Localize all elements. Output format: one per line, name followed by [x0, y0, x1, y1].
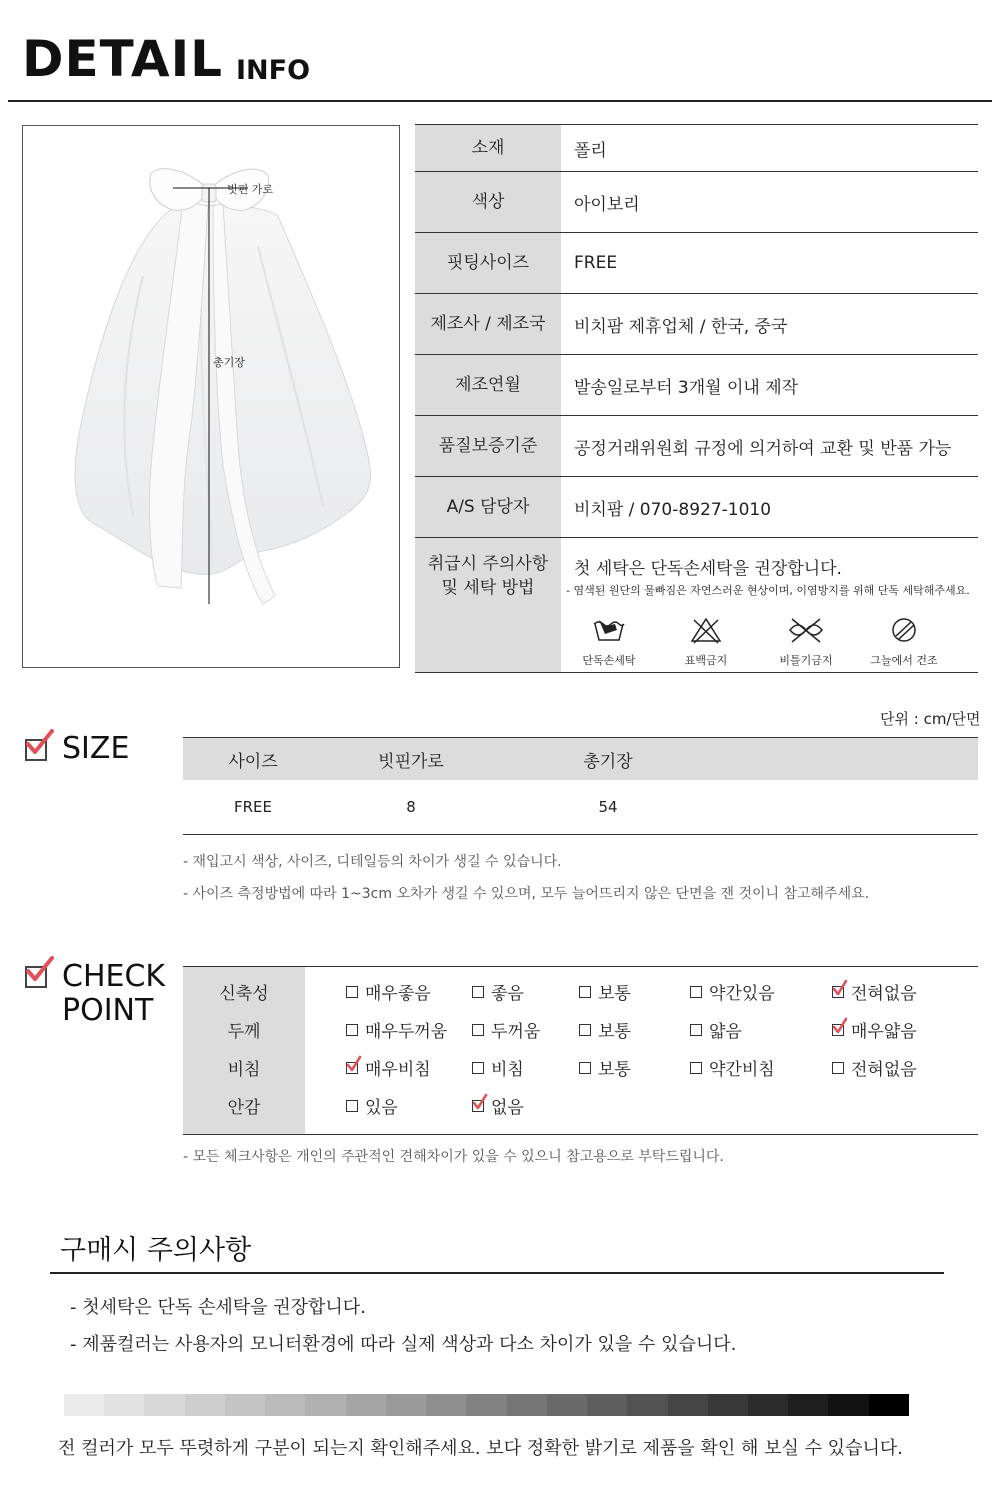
- checkpoint-option: [472, 1093, 524, 1118]
- checkbox-icon: [690, 1062, 702, 1074]
- checked-box-icon: [472, 1100, 484, 1112]
- checkpoint-option-label: 얇음: [709, 1022, 742, 1042]
- checkbox-icon: [690, 986, 702, 998]
- checkpoint-option: [832, 1055, 917, 1080]
- caution-item: - 첫세탁은 단독 손세탁을 권장합니다.: [70, 1297, 366, 1318]
- product-info-table: [415, 124, 978, 673]
- checkpoint-key: 신축성: [219, 984, 269, 1004]
- care-hand-wash: [564, 616, 654, 668]
- checkpoint-option: [346, 979, 431, 1004]
- checkbox-icon: [472, 986, 484, 998]
- checkpoint-option-label: 없음: [491, 1098, 524, 1118]
- info-row-care: [415, 537, 978, 673]
- checkbox-icon: [690, 1024, 702, 1036]
- size-table-row: [183, 780, 978, 835]
- checkpoint-option-label: 보통: [598, 1022, 631, 1042]
- checkbox-icon: [579, 986, 591, 998]
- checkpoint-option: [690, 979, 775, 1004]
- checkpoint-option-label: 약간비침: [709, 1060, 775, 1080]
- checked-box-icon: [832, 986, 844, 998]
- care-instructions: [561, 538, 978, 672]
- care-no-bleach: [661, 616, 751, 668]
- care-shade-dry: [859, 616, 949, 668]
- care-note: - 염색된 원단의 물빠짐은 자연스러운 현상이며, 이염방지를 위해 단독 세탁해주세요.: [566, 584, 970, 597]
- checkpoint-option: [472, 1017, 540, 1042]
- gray-swatch: [185, 1394, 225, 1416]
- info-row-color: [415, 171, 978, 232]
- gray-swatch: [507, 1394, 547, 1416]
- checkpoint-option-label: 두꺼움: [491, 1022, 541, 1042]
- size-table: [183, 737, 978, 835]
- checkpoint-key: 안감: [227, 1098, 261, 1118]
- gray-swatch: [748, 1394, 788, 1416]
- checkpoint-option: [346, 1017, 447, 1042]
- info-value: 폴리: [574, 140, 607, 161]
- caution-item: - 제품컬러는 사용자의 모니터환경에 따라 실제 색상과 다소 차이가 있을 수 있습니다.: [70, 1334, 737, 1355]
- checkpoint-option-label: 전혀없음: [851, 1060, 917, 1080]
- info-row-fitting-size: [415, 232, 978, 293]
- checkpoint-option-label: 보통: [598, 984, 631, 1004]
- gray-swatch: [386, 1394, 426, 1416]
- shade-dry-icon: [886, 616, 922, 644]
- size-check-icon: [25, 739, 47, 761]
- checkbox-icon: [472, 1062, 484, 1074]
- checkpoint-option-label: 있음: [365, 1098, 398, 1118]
- info-key: 핏팅사이즈: [415, 233, 561, 293]
- width-measure-label: 빗핀 가로: [227, 183, 274, 196]
- checkpoint-option: [579, 979, 631, 1004]
- gray-swatch: [587, 1394, 627, 1416]
- info-row-quality-guarantee: [415, 415, 978, 476]
- care-icon-label: 비틀기금지: [779, 654, 833, 667]
- gray-swatch: [64, 1394, 104, 1416]
- care-icon-label: 단독손세탁: [582, 654, 636, 667]
- checkbox-icon: [579, 1024, 591, 1036]
- checkpoint-option: [690, 1055, 775, 1080]
- checkpoint-keys: [183, 967, 305, 1134]
- checkpoint-table: [183, 966, 978, 1135]
- no-bleach-icon: [688, 616, 724, 644]
- gray-swatch: [828, 1394, 868, 1416]
- care-icon-label: 그늘에서 건조: [870, 654, 938, 667]
- info-key: A/S 담당자: [415, 477, 561, 537]
- checkpoint-option-label: 비침: [491, 1060, 524, 1080]
- gray-swatch: [144, 1394, 184, 1416]
- checkpoint-option: [832, 979, 917, 1004]
- gray-swatch: [869, 1394, 909, 1416]
- info-value: 발송일로부터 3개월 이내 제작: [574, 377, 799, 398]
- header-divider: [8, 100, 992, 102]
- info-value: 아이보리: [574, 194, 640, 215]
- page-subtitle: INFO: [236, 55, 311, 86]
- checkpoint-option-label: 매우얇음: [851, 1022, 917, 1042]
- size-col-header: 빗핀가로: [378, 751, 444, 772]
- grayscale-text: 전 컬러가 모두 뚜렷하게 구분이 되는지 확인해주세요. 보다 정확한 밝기로 제품을 확인 해 보실 수 있습니다.: [58, 1438, 903, 1459]
- gray-swatch: [346, 1394, 386, 1416]
- checkpoint-option: [690, 1017, 742, 1042]
- size-note: - 사이즈 측정방법에 따라 1~3cm 오차가 생길 수 있으며, 모두 늘어뜨리지 않은 단면을 잰 것이니 참고해주세요.: [183, 886, 870, 902]
- gray-swatch: [104, 1394, 144, 1416]
- gray-swatch: [708, 1394, 748, 1416]
- gray-swatch: [788, 1394, 828, 1416]
- checkpoint-option: [579, 1055, 631, 1080]
- product-image: [22, 125, 400, 668]
- size-cell: FREE: [233, 798, 272, 816]
- checkpoint-note: - 모든 체크사항은 개인의 주관적인 견해차이가 있을 수 있으니 참고용으로 부탁드립니다.: [183, 1149, 724, 1165]
- size-unit: 단위 : cm/단면: [880, 710, 981, 728]
- info-row-material: [415, 124, 978, 171]
- care-icon-label: 표백금지: [684, 654, 728, 667]
- no-wring-icon: [786, 616, 826, 644]
- info-key: 제조연월: [415, 355, 561, 415]
- length-measure-label: 총기장: [213, 356, 245, 369]
- info-key: 품질보증기준: [415, 416, 561, 476]
- checkpoint-option: [346, 1093, 398, 1118]
- checked-box-icon: [832, 1024, 844, 1036]
- info-value: 공정거래위원회 규정에 의거하여 교환 및 반품 가능: [574, 438, 952, 459]
- size-col-header: 총기장: [583, 751, 633, 772]
- info-key: [415, 538, 561, 672]
- checkpoint-title-line2: POINT: [62, 993, 154, 1028]
- caution-title: 구매시 주의사항: [60, 1235, 252, 1266]
- checkpoint-option-label: 전혀없음: [851, 984, 917, 1004]
- checkpoint-option: [832, 1017, 917, 1042]
- info-row-manufacture-date: [415, 354, 978, 415]
- info-key: 색상: [415, 172, 561, 232]
- info-key: 제조사 / 제조국: [415, 294, 561, 354]
- checkpoint-option-label: 약간있음: [709, 984, 775, 1004]
- info-value: 비치팜 / 070-8927-1010: [574, 499, 772, 520]
- info-key: 소재: [415, 125, 561, 171]
- checkbox-icon: [472, 1024, 484, 1036]
- checkpoint-option-label: 매우좋음: [365, 984, 431, 1004]
- checkpoint-option: [472, 1055, 524, 1080]
- checkbox-icon: [346, 1100, 358, 1112]
- size-table-header: [183, 737, 978, 780]
- size-note: - 재입고시 색상, 사이즈, 디테일등의 차이가 생길 수 있습니다.: [183, 854, 562, 870]
- checkpoint-title-line1: CHECK: [62, 959, 166, 994]
- checkpoint-option-label: 좋음: [491, 984, 524, 1004]
- care-key-line1: 취급시 주의사항: [427, 554, 549, 574]
- checkpoint-option-label: 매우비침: [365, 1060, 431, 1080]
- gray-swatch: [547, 1394, 587, 1416]
- info-row-as-contact: [415, 476, 978, 537]
- checkbox-icon: [832, 1062, 844, 1074]
- gray-swatch: [265, 1394, 305, 1416]
- gray-swatch: [668, 1394, 708, 1416]
- care-no-wring: [761, 616, 851, 668]
- info-value: FREE: [574, 253, 618, 273]
- page-title: DETAIL: [22, 30, 224, 88]
- gray-swatch: [466, 1394, 506, 1416]
- checkpoint-key: 두께: [227, 1022, 261, 1042]
- checkpoint-option: [472, 979, 524, 1004]
- gray-swatch: [225, 1394, 265, 1416]
- care-key-line2: 및 세탁 방법: [441, 578, 535, 598]
- size-col-header: 사이즈: [228, 751, 278, 772]
- checkpoint-check-icon: [25, 966, 47, 988]
- veil-illustration: [23, 126, 400, 668]
- checkpoint-option: [579, 1017, 631, 1042]
- hand-wash-icon: [591, 616, 627, 644]
- checkpoint-option-label: 매우두꺼움: [365, 1022, 448, 1042]
- caution-divider: [50, 1272, 944, 1274]
- checkpoint-option: [346, 1055, 431, 1080]
- checkpoint-key: 비침: [227, 1060, 261, 1080]
- care-main-text: 첫 세탁은 단독손세탁을 권장합니다.: [574, 559, 842, 579]
- checked-box-icon: [346, 1062, 358, 1074]
- size-section-title: SIZE: [62, 731, 130, 766]
- gray-swatch: [627, 1394, 667, 1416]
- checkbox-icon: [579, 1062, 591, 1074]
- size-cell: 8: [406, 798, 416, 816]
- checkbox-icon: [346, 1024, 358, 1036]
- grayscale-bar: [64, 1394, 909, 1416]
- size-cell: 54: [598, 798, 618, 816]
- gray-swatch: [305, 1394, 345, 1416]
- checkpoint-option-label: 보통: [598, 1060, 631, 1080]
- info-value: 비치팜 제휴업체 / 한국, 중국: [574, 316, 788, 337]
- gray-swatch: [426, 1394, 466, 1416]
- checkbox-icon: [346, 986, 358, 998]
- info-row-manufacturer: [415, 293, 978, 354]
